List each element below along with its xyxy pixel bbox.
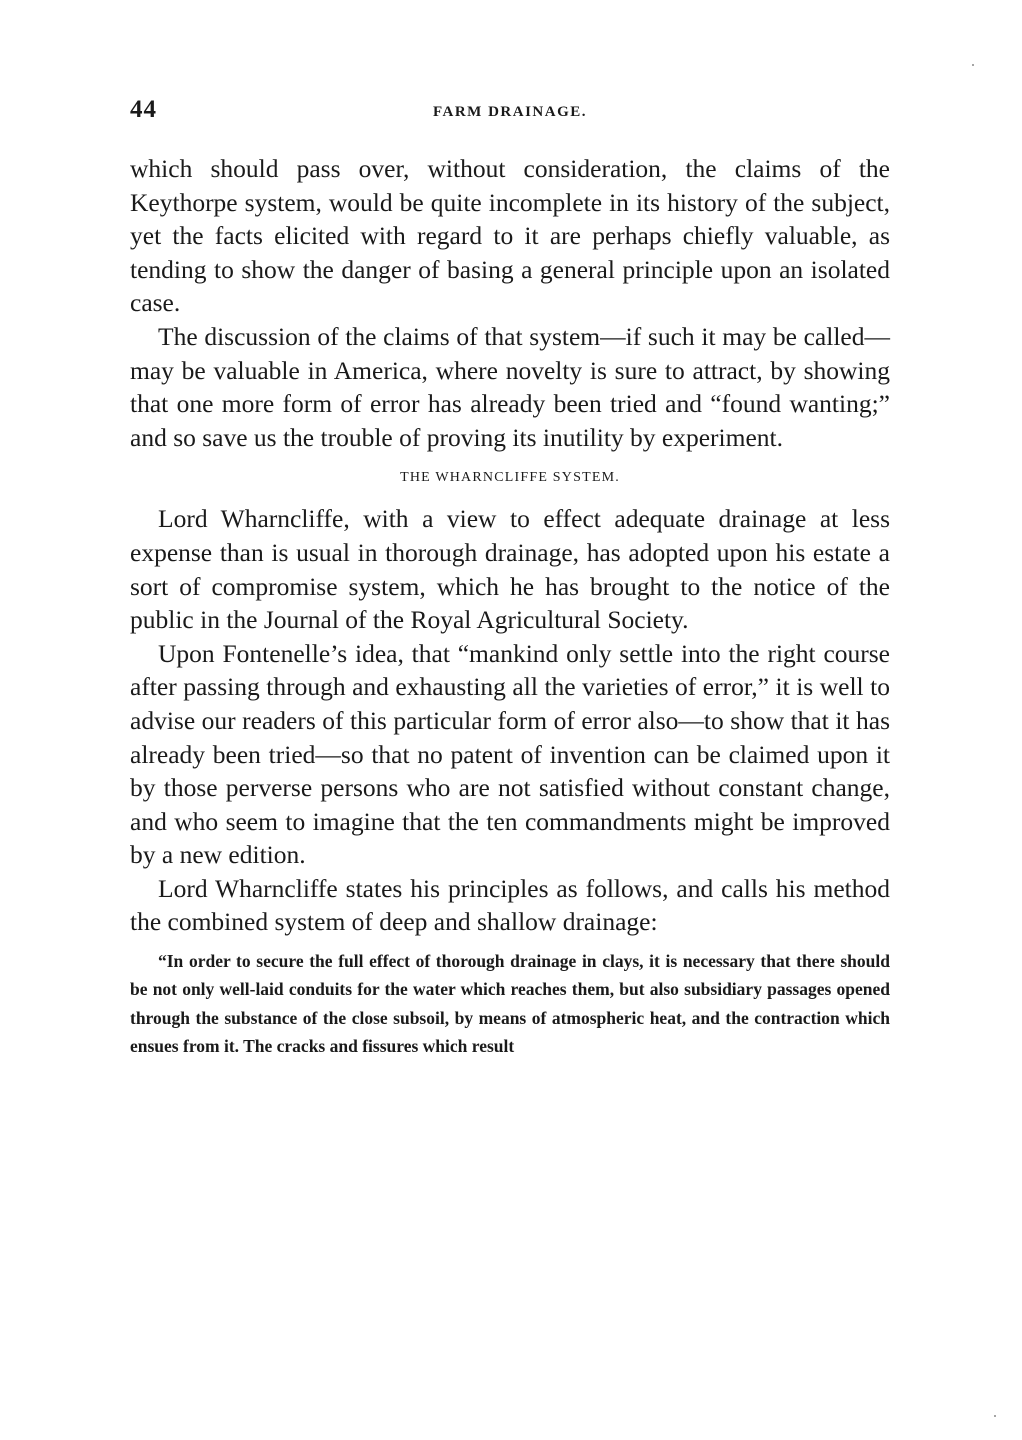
block-quote: “In order to secure the full effect of thorough drainage in clays, it is necessary that there should be not only well-laid conduits for the water which reaches them, but also subsidiary passages opened through the substance of the close subsoil, by means of atmospheric heat, and the contraction which ensues from it. The cracks and fissures which result <box>130 951 890 1057</box>
page-header <box>130 96 890 130</box>
margin-speck <box>972 64 974 66</box>
paragraph-principles: Lord Wharncliffe states his principles as follows, and calls his method the combined system of deep and shallow drainage: <box>130 873 890 937</box>
paragraph-fontenelle: Upon Fontenelle’s idea, that “mankind only settle into the right course after passing through and exhausting all the varieties of error,” it is well to advise our readers of this particular form of error also—to show that it has already been tried—so that no patent of invention can be claimed upon it by those perverse persons who are not satisfied without constant change, and who seem to imagine that the ten commandments might be improved by a new edition. <box>130 638 890 870</box>
paragraph-continuation: which should pass over, without consideration, the claims of the Keythorpe system, would be quite incomplete in its history of the subject, yet the facts elicited with regard to it are perhaps chiefly valuable, as tending to show the danger of basing a general principle upon an isolated case. <box>130 154 890 318</box>
margin-speck <box>994 1415 996 1417</box>
paragraph-discussion: The discussion of the claims of that system—if such it may be called—may be valuable in America, where novelty is sure to attract, by showing that one more form of error has already been tried and “found wanting;” and so save us the trouble of proving its inutility by experiment. <box>130 321 890 452</box>
running-head: FARM DRAINAGE. <box>432 104 588 120</box>
page-body <box>130 152 890 1078</box>
paragraph-wharncliffe-intro: Lord Wharncliffe, with a view to effect adequate drainage at less expense than is usual in thorough drainage, has adopted upon his estate a sort of compromise system, which he has brought to the notice of the public in the Journal of the Royal Agricultural Society. <box>130 504 890 635</box>
section-heading: THE WHARNCLIFFE SYSTEM. <box>400 470 620 486</box>
page-number: 44 <box>130 96 157 123</box>
